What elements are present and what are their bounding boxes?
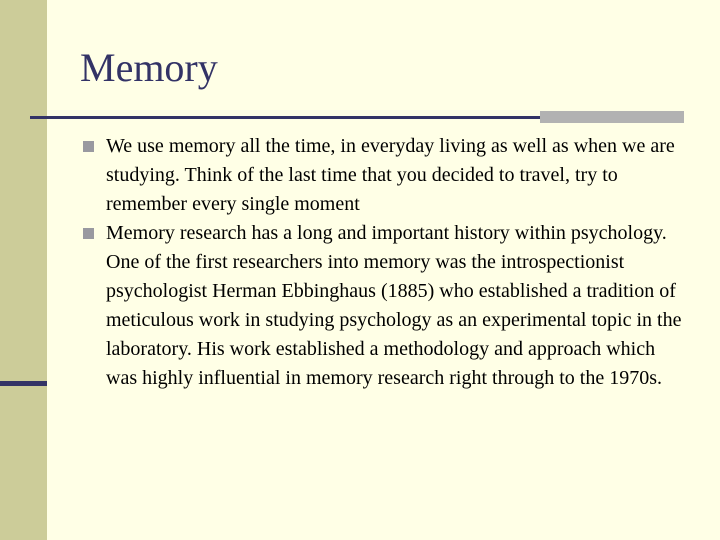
slide-title: Memory: [80, 45, 218, 90]
bullet-text: Memory research has a long and important history within psychology. One of the first researchers into memory was the introspectionist psychologist Herman Ebbinghaus (1885) who established a tradition of meticulous work in studying psychology as an experimental topic in the laboratory. His work established a methodology and approach which was highly influential in memory research right through to the 1970s.: [106, 222, 682, 389]
title-divider-accent: [540, 111, 684, 123]
square-bullet-icon: [83, 228, 94, 239]
square-bullet-icon: [83, 141, 94, 152]
bullet-list: [80, 132, 690, 393]
bullet-item-everyday-memory: [80, 132, 690, 219]
bullet-item-memory-research-history: [80, 219, 690, 393]
side-band-accent: [0, 381, 47, 386]
side-band: [0, 0, 47, 540]
bullet-text: We use memory all the time, in everyday living as well as when we are studying. Think of the last time that you decided to travel, try to remember every single moment: [106, 135, 675, 215]
